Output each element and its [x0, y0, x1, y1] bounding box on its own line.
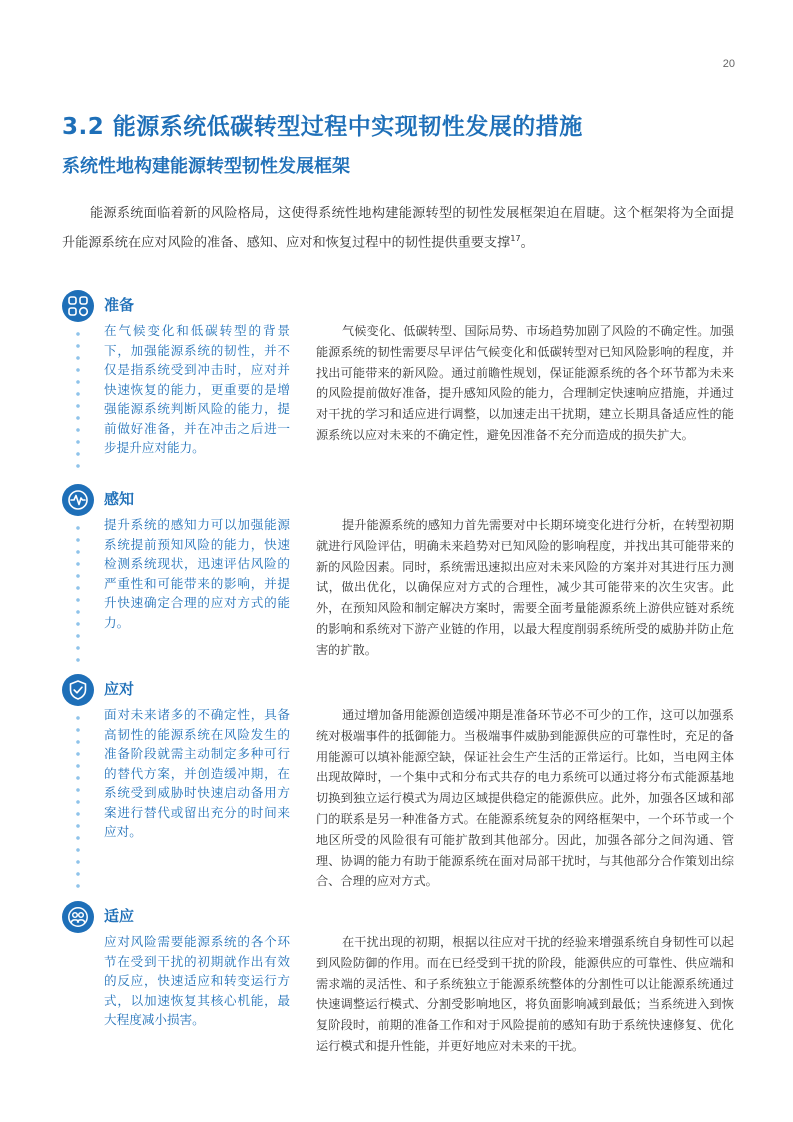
section-body: 通过增加备用能源创造缓冲期是准备环节必不可少的工作，这可以加强系统对极端事件的抵御能力。当极端事件威胁到能源供应的可靠性时，充足的备用能源可以填补能源空缺，保证社会生产生活的正常运行。比如，当电网主体出现故障时，一个集中式和分布式共存的电力系统可以通过将分布式能源基地切换到独立运行模式为周边区域提供稳定的能源供应。此外，加强各区域和部门的联系是另一种准备方式。在能源系统复杂的网络框架中，一个环节或一个地区所受的风险很有可能扩散到其他部分。因此，加强各部分之间沟通、管理、协调的能力有助于能源系统在面对局部干扰时，与其他部分合作策划出综合、合理的应对方式。	[316, 708, 734, 889]
section-title: 准备	[104, 296, 135, 314]
dotted-divider	[75, 328, 81, 473]
section-subheading: 系统性地构建能源转型韧性发展框架	[62, 156, 350, 177]
section-body: 在干扰出现的初期，根据以往应对干扰的经验来增强系统自身韧性可以起到风险防御的作用。而在已经受到干扰的阶段，能源供应的可靠性、供应端和需求端的灵活性、和子系统独立于能源系统整体的分割性可以让能源系统通过快速调整运行模式、分割受影响地区，将负面影响减到最低；当系统进入到恢复阶段时，前期的准备工作和对于风险提前的感知有助于系统快速修复、优化运行模式和提升性能，并更好地应对未来的干扰。	[316, 935, 734, 1053]
grid-apps-icon	[62, 290, 94, 322]
intro-paragraph	[62, 201, 734, 255]
people-group-icon	[62, 901, 94, 933]
pulse-wave-icon	[62, 484, 94, 516]
section-body: 提升能源系统的感知力首先需要对中长期环境变化进行分析，在转型初期就进行风险评估，明确未来趋势对已知风险的影响程度，并找出其可能带来的新的风险因素。同时，系统需迅速拟出应对未来风险的方案并对其进行压力测试，做出优化，以确保应对方式的合理性，减少其可能带来的次生灾害。此外，在预知风险和制定解决方案时，需要全面考量能源系统上游供应链对系统的影响和系统对下游产业链的作用，以最大程度削弱系统所受的威胁并防止危害的扩散。	[316, 518, 734, 657]
section-title: 适应	[104, 907, 135, 925]
intro-text: 能源系统面临着新的风险格局，这使得系统性地构建能源转型的韧性发展框架迫在眉睫。这个框架将为全面提升能源系统在应对风险的准备、感知、应对和恢复过程中的韧性提供重要支撑	[62, 206, 734, 251]
page-number: 20	[722, 58, 735, 70]
section-summary: 面对未来诸多的不确定性，具备高韧性的能源系统在风险发生的准备阶段就需主动制定多种可行的替代方案，并创造缓冲期，在系统受到威胁时快速启动备用方案进行替代或留出充分的时间来应对。	[104, 707, 290, 839]
footnote-reference: 17	[510, 234, 521, 243]
section-title: 应对	[104, 680, 135, 698]
dotted-divider	[75, 712, 81, 894]
shield-check-icon	[62, 674, 94, 706]
section-summary: 在气候变化和低碳转型的背景下，加强能源系统的韧性，并不仅是指系统受到冲击时，应对并快速恢复的能力，更重要的是增强能源系统判断风险的能力，提前做好准备，并在冲击之后进一步提升应对能力。	[104, 323, 290, 455]
dotted-divider	[75, 522, 81, 667]
section-adapt	[62, 901, 734, 1061]
section-summary: 提升系统的感知力可以加强能源系统提前预知风险的能力，快速检测系统现状，迅速评估风险的严重性和可能带来的影响，并提升快速确定合理的应对方式的能力。	[104, 517, 290, 630]
section-heading: 3.2 能源系统低碳转型过程中实现韧性发展的措施	[62, 114, 583, 140]
intro-end: 。	[520, 235, 534, 251]
section-respond	[62, 674, 734, 896]
section-sense	[62, 484, 734, 669]
section-prepare	[62, 290, 734, 475]
section-summary: 应对风险需要能源系统的各个环节在受到干扰的初期就作出有效的反应，快速适应和转变运行方式，以加速恢复其核心机能，最大程度减小损害。	[104, 934, 290, 1027]
section-body: 气候变化、低碳转型、国际局势、市场趋势加剧了风险的不确定性。加强能源系统的韧性需要尽早评估气候变化和低碳转型对已知风险影响的程度，并找出可能带来的新风险。通过前瞻性规划，保证能源系统的各个环节都为未来的风险提前做好准备，提升感知风险的能力，合理制定快速响应措施，并通过对干扰的学习和适应进行调整，以加速走出干扰期，建立长期具备适应性的能源系统以应对未来的不确定性，避免因准备不充分而造成的损失扩大。	[316, 324, 734, 442]
section-title: 感知	[104, 490, 135, 508]
